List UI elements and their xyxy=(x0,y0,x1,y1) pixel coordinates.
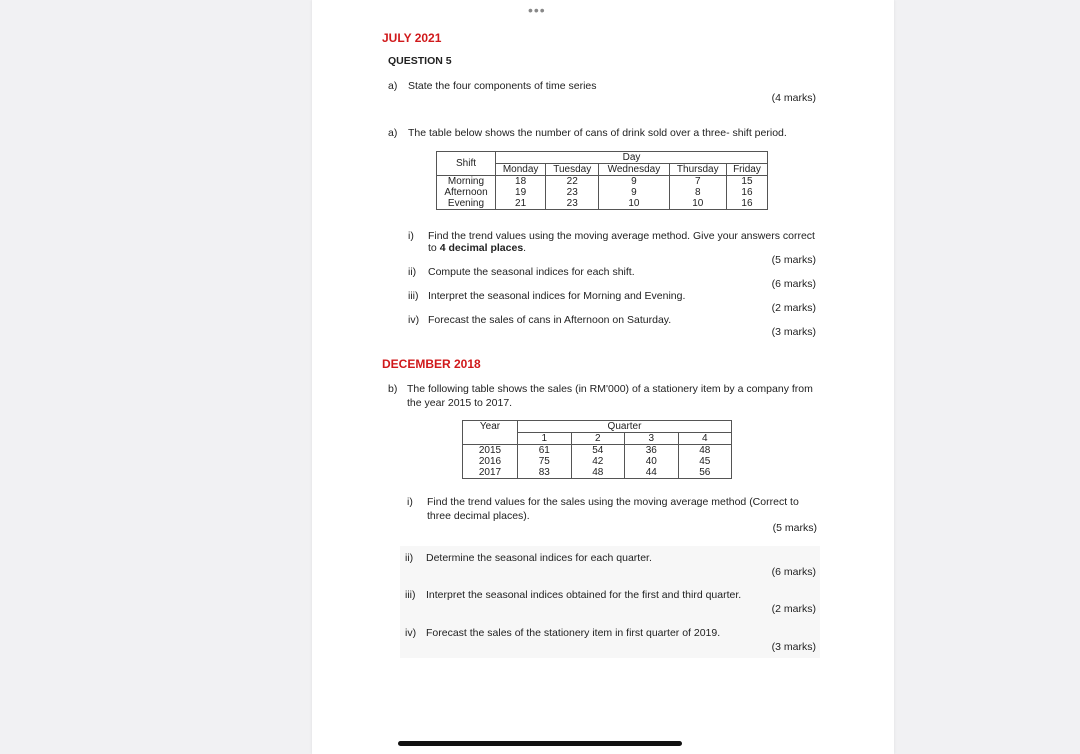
table-cell: 15 xyxy=(726,176,767,188)
question-b-text: The table below shows the number of cans of drink sold over a three- shift period. xyxy=(408,127,787,139)
sub-question-label: i) xyxy=(407,496,413,508)
sub-question-marks: (2 marks) xyxy=(771,603,816,615)
question-a-label: a) xyxy=(388,80,398,92)
stationery-sales-table xyxy=(462,420,732,479)
sub-question-text: Determine the seasonal indices for each quarter. xyxy=(426,552,652,564)
table-cell: 7 xyxy=(669,176,726,188)
table-group-header: Day xyxy=(496,152,768,164)
question-b-text: The following table shows the sales (in RM'000) of a stationery item by a company from xyxy=(407,383,813,395)
table-cell: 9 xyxy=(599,176,669,188)
table-cell: 22 xyxy=(546,176,599,188)
sub-question-marks: (5 marks) xyxy=(771,254,816,266)
row-label: Afternoon xyxy=(437,187,496,198)
sub-question-marks: (3 marks) xyxy=(771,326,816,338)
question-a-text: State the four components of time series xyxy=(408,80,597,92)
table-cell: 9 xyxy=(599,187,669,198)
table-cell: 45 xyxy=(678,456,732,467)
column-header: Wednesday xyxy=(599,164,669,176)
sub-question-text: Forecast the sales of the stationery item in first quarter of 2019. xyxy=(426,627,721,639)
question-title: QUESTION 5 xyxy=(388,55,452,67)
table-cell: 16 xyxy=(726,198,767,210)
table-cell: 36 xyxy=(625,445,679,457)
table-cell: 48 xyxy=(571,467,625,479)
table-cell: 83 xyxy=(518,467,572,479)
question-a-marks: (4 marks) xyxy=(771,92,816,104)
sub-question-text: Find the trend values using the moving average method. Give your answers correct xyxy=(428,230,815,242)
column-header: Thursday xyxy=(669,164,726,176)
table-row xyxy=(437,187,768,198)
section-heading-july-2021: JULY 2021 xyxy=(382,31,442,45)
home-indicator[interactable] xyxy=(398,741,682,746)
more-options-icon[interactable]: ••• xyxy=(528,2,546,18)
row-label: Evening xyxy=(437,198,496,210)
table-cell: 8 xyxy=(669,187,726,198)
table-cell: 16 xyxy=(726,187,767,198)
section-heading-december-2018: DECEMBER 2018 xyxy=(382,357,481,371)
row-label: Morning xyxy=(437,176,496,188)
sub-question-text-cont: three decimal places). xyxy=(427,510,530,522)
row-label: 2015 xyxy=(463,445,518,457)
sub-question-text: Interpret the seasonal indices obtained for the first and third quarter. xyxy=(426,589,742,601)
question-b-label: a) xyxy=(388,127,398,139)
table-cell: 18 xyxy=(496,176,546,188)
column-header: Friday xyxy=(726,164,767,176)
table-cell: 44 xyxy=(625,467,679,479)
table-cell: 10 xyxy=(599,198,669,210)
column-header: Monday xyxy=(496,164,546,176)
table-cell: 21 xyxy=(496,198,546,210)
document-page xyxy=(312,0,894,754)
sub-question-marks: (2 marks) xyxy=(771,302,816,314)
sub-question-text: Find the trend values for the sales using the moving average method (Correct to xyxy=(427,496,799,508)
sub-question-marks: (3 marks) xyxy=(771,641,816,653)
table-cell: 42 xyxy=(571,456,625,467)
table-corner-header: Shift xyxy=(437,152,496,176)
table-row xyxy=(463,456,732,467)
sub-question-label: iii) xyxy=(405,589,416,601)
row-label: 2016 xyxy=(463,456,518,467)
table-row xyxy=(463,467,732,479)
column-header: 4 xyxy=(678,433,732,445)
table-group-header: Quarter xyxy=(518,421,732,433)
table-cell: 75 xyxy=(518,456,572,467)
table-row xyxy=(437,176,768,188)
column-header: 1 xyxy=(518,433,572,445)
sub-question-text-cont: to 4 decimal places. xyxy=(428,242,527,254)
question-b-label: b) xyxy=(388,383,398,395)
column-header: 2 xyxy=(571,433,625,445)
sub-question-label: ii) xyxy=(408,266,417,278)
table-cell: 61 xyxy=(518,445,572,457)
table-cell: 10 xyxy=(669,198,726,210)
table-cell: 54 xyxy=(571,445,625,457)
sub-question-marks: (5 marks) xyxy=(772,522,817,534)
sub-question-text: Interpret the seasonal indices for Morning and Evening. xyxy=(428,290,686,302)
table-cell: 23 xyxy=(546,187,599,198)
question-b-text-cont: the year 2015 to 2017. xyxy=(407,397,513,409)
sub-question-label: iv) xyxy=(408,314,420,326)
cans-sold-table xyxy=(436,151,768,210)
table-cell: 40 xyxy=(625,456,679,467)
sub-question-marks: (6 marks) xyxy=(771,566,816,578)
table-row xyxy=(463,445,732,457)
column-header: 3 xyxy=(625,433,679,445)
table-corner-header: Year xyxy=(463,421,518,445)
column-header: Tuesday xyxy=(546,164,599,176)
table-cell: 23 xyxy=(546,198,599,210)
sub-question-text: Compute the seasonal indices for each shift. xyxy=(428,266,635,278)
sub-question-text: Forecast the sales of cans in Afternoon on Saturday. xyxy=(428,314,672,326)
table-cell: 19 xyxy=(496,187,546,198)
table-row xyxy=(437,198,768,210)
sub-question-label: ii) xyxy=(405,552,414,564)
sub-question-marks: (6 marks) xyxy=(771,278,816,290)
table-cell: 48 xyxy=(678,445,732,457)
row-label: 2017 xyxy=(463,467,518,479)
sub-question-label: iii) xyxy=(408,290,419,302)
sub-question-label: i) xyxy=(408,230,414,242)
sub-question-label: iv) xyxy=(405,627,417,639)
table-cell: 56 xyxy=(678,467,732,479)
